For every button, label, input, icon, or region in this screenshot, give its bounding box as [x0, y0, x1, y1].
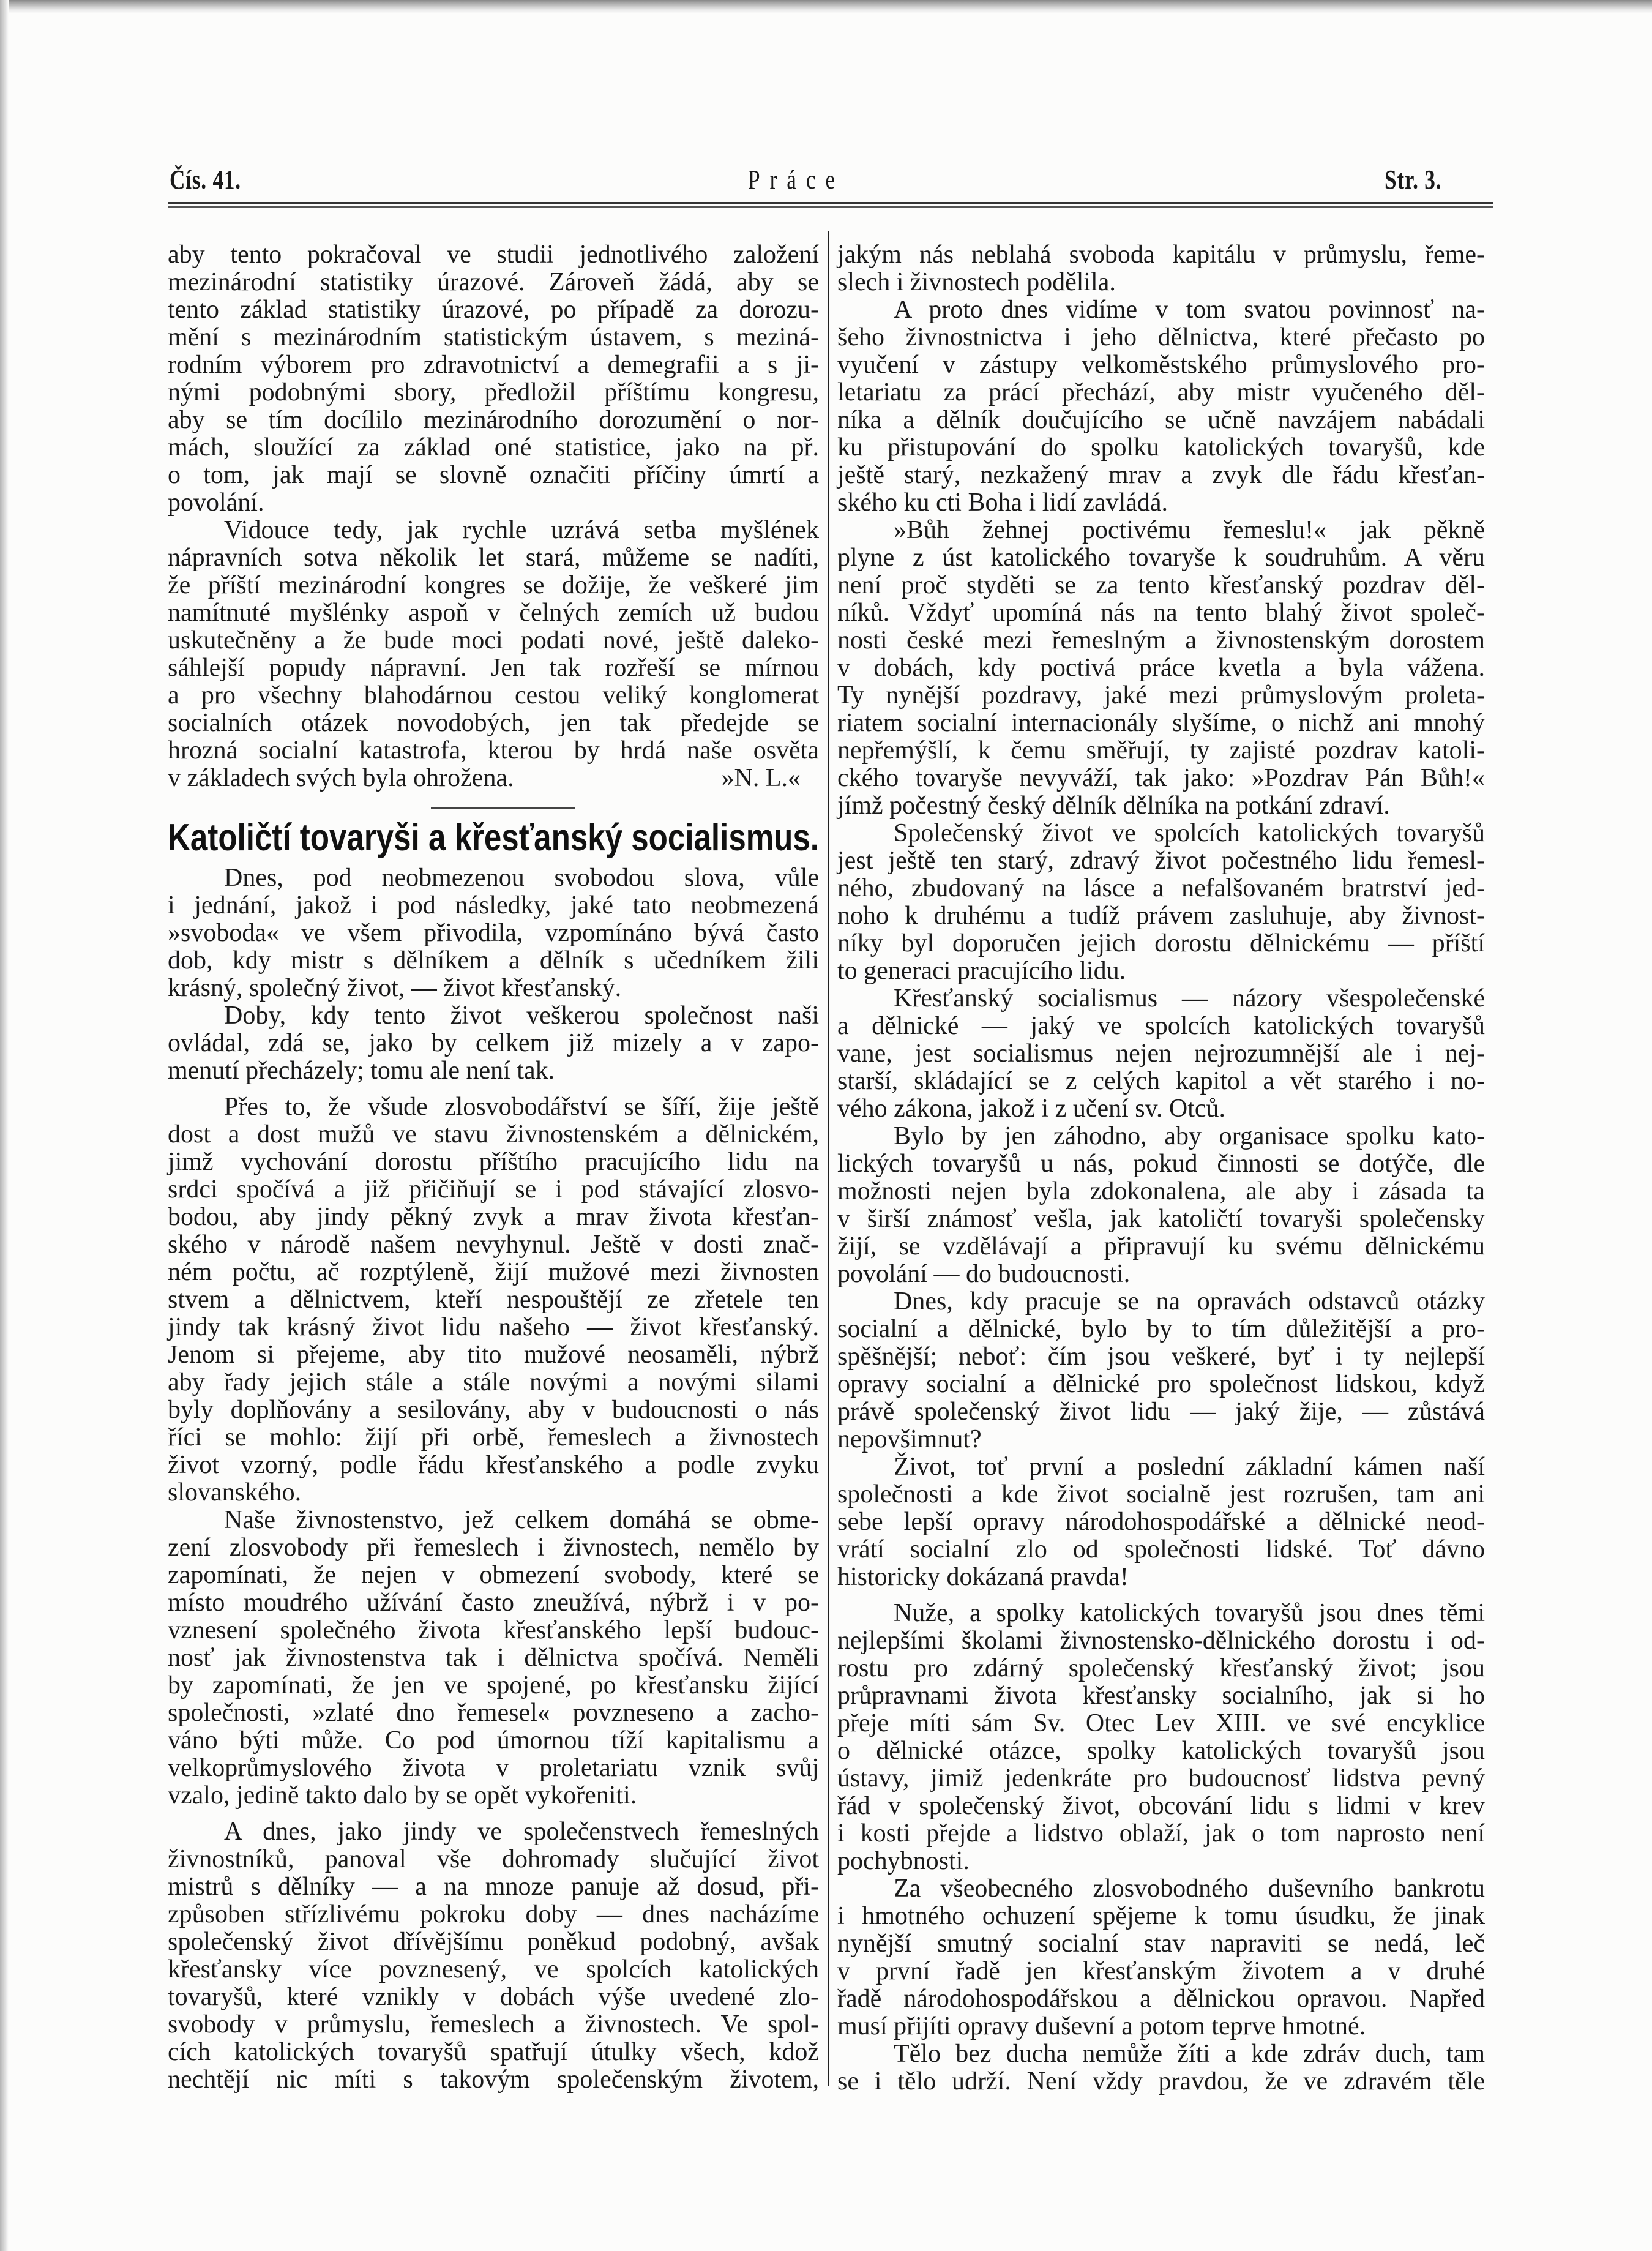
- paragraph: [837, 820, 1485, 985]
- text-line: život vzorný, podle řádu křesťanského a podle zvyku: [168, 1451, 819, 1479]
- paragraph: [168, 1507, 819, 1810]
- text-line: v dobách, kdy poctivá práce kvetla a byla vážena.: [837, 654, 1485, 682]
- text-line: socialní a dělnické, bylo by to tím důležitější a pro-: [837, 1315, 1485, 1343]
- text-line: namítnuté myšlénky aspoň v čelných zemích už budou: [168, 599, 819, 627]
- text-line: ovládal, zdá se, jako by celkem již mizely a v zapo-: [168, 1029, 819, 1057]
- text-line: sebe lepší opravy národohospodářské a dělnické neod-: [837, 1508, 1485, 1536]
- paragraph: [168, 517, 819, 792]
- text-line: dost a dost mužů ve stavu živnostenském a dělnickém,: [168, 1120, 819, 1148]
- text-line: aby tento pokračoval ve studii jednotlivého založení: [168, 241, 819, 269]
- text-line: místo moudrého užívání často zneužívá, nýbrž i v po-: [168, 1589, 819, 1617]
- text-line: aby řady jejich stále a stále novými a novými silami: [168, 1368, 819, 1396]
- text-line: »svoboda« ve všem přivodila, vzpomínáno bývá často: [168, 919, 819, 947]
- text-line: že příští mezinárodní kongres se dožije, že veškeré jim: [168, 571, 819, 599]
- text-line: Křesťanský socialismus — názory všespolečenské: [894, 984, 1485, 1013]
- text-line: hrozná socialní katastrofa, kterou by hrdá naše osvěta: [168, 736, 819, 765]
- text-line: Dnes, kdy pracuje se na opravách odstavců otázky: [894, 1287, 1485, 1316]
- text-line: spěšnější; neboť: čím jsou veškeré, byť i ty nejlepší: [837, 1343, 1485, 1371]
- text-line: v základech svých byla ohrožena. »N. L.«: [168, 764, 801, 792]
- text-line: Vidouce tedy, jak rychle uzrává setba myšlének: [224, 516, 819, 544]
- text-line: cích katolických tovaryšů spatřují útulky všech, kdož: [168, 2038, 819, 2066]
- text-line: noho k druhému a tudíž právem zasluhuje, aby živnost-: [837, 902, 1485, 930]
- left-column: [168, 241, 819, 2094]
- text-line: to generaci pracujícího lidu.: [837, 957, 1126, 985]
- text-line: nepřemýšlí, k čemu směřují, ty zajisté pozdrav katoli-: [837, 736, 1485, 765]
- text-line: Společenský život ve spolcích katolických tovaryšů: [894, 819, 1485, 847]
- right-column: [837, 241, 1485, 2096]
- text-line: Naše živnostenstvo, jež celkem domáhá se obme-: [224, 1506, 819, 1534]
- paragraph: [168, 1002, 819, 1085]
- article-separator: [168, 792, 819, 864]
- paragraph: [168, 864, 819, 1002]
- paragraph: [837, 296, 1485, 517]
- text-line: povolání.: [168, 489, 264, 517]
- header-rule: [168, 202, 1493, 204]
- text-line: starší, skládající se z celých kapitol a vět starého i no-: [837, 1067, 1485, 1095]
- text-line: živnostníků, panoval vše dohromady slučující život: [168, 1845, 819, 1873]
- text-line: stvem a dělnictvem, kteří nespouštějí ze zřetele ten: [168, 1286, 819, 1314]
- text-line: tento základ statistiky úrazové, po případě za dorozu-: [168, 296, 819, 324]
- text-line: Dnes, pod neobmezenou svobodou slova, vůle: [224, 864, 819, 892]
- paragraph: [168, 1818, 819, 2094]
- text-line: riatem socialní internacionály slyšíme, o nichž ani mnohý: [837, 709, 1485, 737]
- text-line: ského ku cti Boha i lidí zavládá.: [837, 489, 1168, 517]
- text-line: dob, kdy mistr s dělníkem a dělník s učedníkem žili: [168, 946, 819, 975]
- text-line: Bylo by jen záhodno, aby organisace spolku kato-: [894, 1122, 1485, 1150]
- text-line: níků. Vždyť upomíná nás na tento blahý život společ-: [837, 599, 1485, 627]
- text-line: zapomínati, že nejen v obmezení svobody, které se: [168, 1561, 819, 1589]
- text-line: letariatu za prácí přechází, aby mistr vyučeného děl-: [837, 378, 1485, 406]
- text-line: velkoprůmyslového života v proletariatu vznik svůj: [168, 1754, 819, 1782]
- text-line: slech i živnostech podělila.: [837, 268, 1116, 296]
- text-line: sáhlejší popudy nápravní. Jen tak rozřeší se mírnou: [168, 654, 819, 682]
- article-body-start: [168, 864, 819, 2094]
- text-line: mění s mezinárodním statistickým ústavem, s meziná-: [168, 323, 819, 351]
- article-headline: Katoličtí tovaryši a křesťanský socialismus.: [168, 817, 820, 859]
- paragraph: [837, 985, 1485, 1123]
- text-line: mistrů s dělníky — a na mnoze panuje až dosud, při-: [168, 1873, 819, 1901]
- text-line: A dnes, jako jindy ve společenstvech řemeslných: [224, 1818, 819, 1846]
- text-line: plyne z úst katolického tovaryše k soudruhům. A věru: [837, 544, 1485, 572]
- text-line: ckého tovaryše nevyváží, tak jako: »Pozdrav Pán Bůh!«: [837, 764, 1485, 792]
- text-line: mezinárodní statistiky úrazové. Zároveň žádá, aby se: [168, 268, 819, 296]
- paragraph: [837, 1123, 1485, 1288]
- text-line: nepovšimnut?: [837, 1425, 982, 1453]
- text-line: bodou, aby jindy pěkný zvyk a mrav života křesťan-: [168, 1203, 819, 1231]
- text-line: řadě národohospodářskou a dělnickou opravou. Napřed: [837, 1985, 1485, 2013]
- text-line: ještě starý, nezkažený mrav a zvyk dle řádu křesťan-: [837, 461, 1485, 489]
- paragraph: [837, 1600, 1485, 1875]
- text-line: nými podobnými sbory, předložil příštímu kongresu,: [168, 378, 819, 406]
- text-line: Za všeobecného zlosvobodného duševního bankrotu: [894, 1875, 1485, 1903]
- paragraph: [837, 2040, 1485, 2096]
- scan-edge-top: [0, 0, 1652, 13]
- text-line: o dělnické otázce, spolky katolických tovaryšů jsou: [837, 1737, 1485, 1765]
- text-line: ném počtu, ač rozptýleně, žijí mužové mezi živnosten: [168, 1258, 819, 1286]
- text-line: nosť jak živnostenstva tak i dělnictva spočívá. Neměli: [168, 1644, 819, 1672]
- text-line: ústavy, jimiž jedenkráte pro budoucnosť lidstva pevný: [837, 1764, 1485, 1792]
- text-line: i jednání, jakož i pod následky, jaké tato neobmezená: [168, 891, 819, 920]
- text-line: krásný, společný život, — život křesťanský.: [168, 974, 622, 1002]
- text-line: Jenom si přejeme, aby tito mužové neosaměli, nýbrž: [168, 1341, 819, 1369]
- text-line: Tělo bez ducha nemůže žíti a kde zdráv duch, tam: [894, 2040, 1485, 2068]
- text-line: a dělnické — jaký ve spolcích katolických tovaryšů: [837, 1012, 1485, 1040]
- paragraph: [837, 241, 1485, 296]
- author-signature: »N. L.«: [721, 764, 801, 792]
- text-line: rodním výborem pro zdravotnictví a demegrafii a s ji-: [168, 351, 819, 379]
- text-line: říci se mohlo: žijí při orbě, řemeslech a živnostech: [168, 1423, 819, 1451]
- text-line: níky byl doporučen jejich dorostu dělnickému — příští: [837, 929, 1485, 957]
- newspaper-title: Práce: [748, 165, 845, 195]
- text-line: Přes to, že všude zlosvobodářství se šíří, žije ještě: [224, 1093, 819, 1121]
- text-line: šeho živnostnictva i jeho dělnictva, které přečasto po: [837, 323, 1485, 351]
- text-line: Nuže, a spolky katolických tovaryšů jsou dnes těmi: [894, 1599, 1485, 1627]
- text-line: jímž počestný český dělník dělníka na potkání zdraví.: [837, 792, 1390, 820]
- text-line: společnosti a kde život socialně jest rozrušen, tam ani: [837, 1480, 1485, 1508]
- text-line: lických tovaryšů u nás, pokud činnosti se dotýče, dle: [837, 1150, 1485, 1178]
- text-line: ku přistupování do spolku katolických tovaryšů, kde: [837, 433, 1485, 462]
- paragraph: [168, 1093, 819, 1507]
- text-line: srdci spočívá a již přičiňují se i pod stávající zlosvo-: [168, 1175, 819, 1204]
- text-line: Ty nynější pozdravy, jaké mezi průmyslovým proleta-: [837, 681, 1485, 710]
- text-line: nynější smutný socialní stav napraviti se nedá, leč: [837, 1930, 1485, 1958]
- header-rule-secondary: [168, 206, 1493, 208]
- text-line: v širší známosť vešla, jak katoličtí tovaryši společensky: [837, 1205, 1485, 1233]
- text-line: aby se tím docílilo mezinárodního dorozumění o nor-: [168, 406, 819, 434]
- text-line: řád v společenský život, obcování lidu s lidmi v krev: [837, 1792, 1485, 1820]
- text-line: o tom, jak mají se slovně označiti příčiny úmrtí a: [168, 461, 819, 489]
- text-line: vého zákona, jakož i z učení sv. Otců.: [837, 1095, 1226, 1123]
- text-line: vznesení společného života křesťanského lepší budouc-: [168, 1616, 819, 1644]
- text-line: historicky dokázaná pravda!: [837, 1563, 1129, 1591]
- text-line: i kosti přejde a lidstvo oblaží, jak o tom naprosto není: [837, 1819, 1485, 1848]
- text-line: zení zlosvobody při řemeslech i živnostech, nemělo by: [168, 1534, 819, 1562]
- text-line: a pro všechny blahodárnou cestou veliký konglomerat: [168, 681, 819, 710]
- text-line: »Bůh žehnej poctivému řemeslu!« jak pěkně: [894, 516, 1485, 544]
- text-line: slovanského.: [168, 1478, 302, 1507]
- text-line: možnosti nejen byla zdokonalena, ale aby i zásada ta: [837, 1177, 1485, 1205]
- separator-rule: [431, 807, 575, 809]
- text-line: tovaryšů, které vznikly v dobách výše uvedené zlo-: [168, 1983, 819, 2011]
- text-line: není proč styděti se za tento křesťanský pozdrav děl-: [837, 571, 1485, 599]
- scan-edge-left: [0, 0, 9, 2251]
- text-line: menutí přecházely; tomu ale není tak.: [168, 1057, 555, 1085]
- text-line: přeje míti sám Sv. Otec Lev XIII. ve své encyklice: [837, 1709, 1485, 1737]
- text-line: váno býti může. Co pod úmornou tíží kapitalismu a: [168, 1726, 819, 1755]
- paragraph: [837, 1875, 1485, 2040]
- text-line: nejlepšími školami živnostensko-dělnického dorostu i od-: [837, 1627, 1485, 1655]
- text-line: i hmotného ochuzení spějeme k tomu úsudku, že jinak: [837, 1902, 1485, 1930]
- text-line: socialních otázek novodobých, jen tak předejde se: [168, 709, 819, 737]
- text-line: žijí, se vzdělávají a připravují ku svému dělnickému: [837, 1232, 1485, 1260]
- text-line: nosti české mezi řemeslným a živnostenským dorostem: [837, 626, 1485, 654]
- text-line: se i tělo udrží. Není vždy pravdou, že ve zdravém těle: [837, 2067, 1485, 2096]
- text-line: vyučení v zástupy velkoměstského průmyslového pro-: [837, 351, 1485, 379]
- text-line: průpravnami života křesťansky socialního, jak si ho: [837, 1682, 1485, 1710]
- paragraph: [837, 517, 1485, 820]
- text-line: společnosti, »zlaté dno řemesel« povzneseno a zacho-: [168, 1699, 819, 1727]
- column-divider: [828, 231, 829, 2086]
- text-line: by zapomínati, že jen ve spojené, po křesťansku žijící: [168, 1671, 819, 1699]
- text-line: jindy tak krásný život lidu našeho — život křesťanský.: [168, 1313, 819, 1341]
- text-line: nechtějí nic míti s takovým společenským životem,: [168, 2066, 819, 2094]
- text-line: svobody v průmyslu, řemeslech a živnostech. Ve spol-: [168, 2010, 819, 2039]
- text-line: uskutečněny a že bude moci podati nové, ještě daleko-: [168, 626, 819, 654]
- text-line: pochybnosti.: [837, 1847, 970, 1875]
- text-line: musí přijíti opravy duševní a potom teprve hmotné.: [837, 2012, 1366, 2040]
- text-line: vane, jest socialismus nejen nejrozumnější ale i nej-: [837, 1039, 1485, 1068]
- previous-article-end: [168, 241, 819, 792]
- text-line: vrátí socialní zlo od společnosti lidské. Toť dávno: [837, 1535, 1485, 1564]
- text-line: právě společenský život lidu — jaký žije, — zůstává: [837, 1398, 1485, 1426]
- paragraph: [168, 241, 819, 517]
- text-line: ného, zbudovaný na lásce a nefalšovaném bratrství jed-: [837, 874, 1485, 902]
- text-line: opravy socialní a dělnické pro společnost lidskou, když: [837, 1370, 1485, 1398]
- text-line: Doby, kdy tento život veškerou společnost naši: [224, 1002, 819, 1030]
- text-line: jest ještě ten starý, zdravý život počestného lidu řemesl-: [837, 847, 1485, 875]
- paragraph: [837, 1453, 1485, 1591]
- paragraph: [837, 1288, 1485, 1453]
- text-line: nápravních sotva několik let stará, můžeme se nadíti,: [168, 544, 819, 572]
- text-line: v první řadě jen křesťanským životem a v druhé: [837, 1957, 1485, 1985]
- text-line: Život, toť první a poslední základní kámen naší: [894, 1453, 1485, 1481]
- text-line: ského v národě našem nevyhynul. Ještě v dosti znač-: [168, 1230, 819, 1259]
- text-line: byly doplňovány a sesilovány, aby v budoucnosti o nás: [168, 1396, 819, 1424]
- text-line: společenský život dřívějšímu poněkud podobný, avšak: [168, 1928, 819, 1956]
- text-line: mách, sloužící za základ oné statistice, jako na př.: [168, 433, 819, 462]
- text-line: povolání — do budoucnosti.: [837, 1260, 1131, 1288]
- text-line: jakým nás neblahá svoboda kapitálu v průmyslu, řeme-: [837, 241, 1485, 269]
- issue-number: Čís. 41.: [170, 165, 241, 195]
- text-line: jimž vychování dorostu příštího pracujícího lidu na: [168, 1148, 819, 1176]
- text-line: vzalo, jedině takto dalo by se opět vykořeniti.: [168, 1781, 637, 1810]
- text-line: křesťansky více povznesený, ve spolcích katolických: [168, 1955, 819, 1983]
- text-line: níka a dělník doučujícího se učně navzájem nabádali: [837, 406, 1485, 434]
- page-number: Str. 3.: [1385, 165, 1442, 195]
- text-line: A proto dnes vidíme v tom svatou povinnosť na-: [894, 296, 1485, 324]
- text-line: rostu pro zdárný společenský křesťanský život; jsou: [837, 1654, 1485, 1682]
- text-line: způsoben střízlivému pokroku doby — dnes nacházíme: [168, 1900, 819, 1928]
